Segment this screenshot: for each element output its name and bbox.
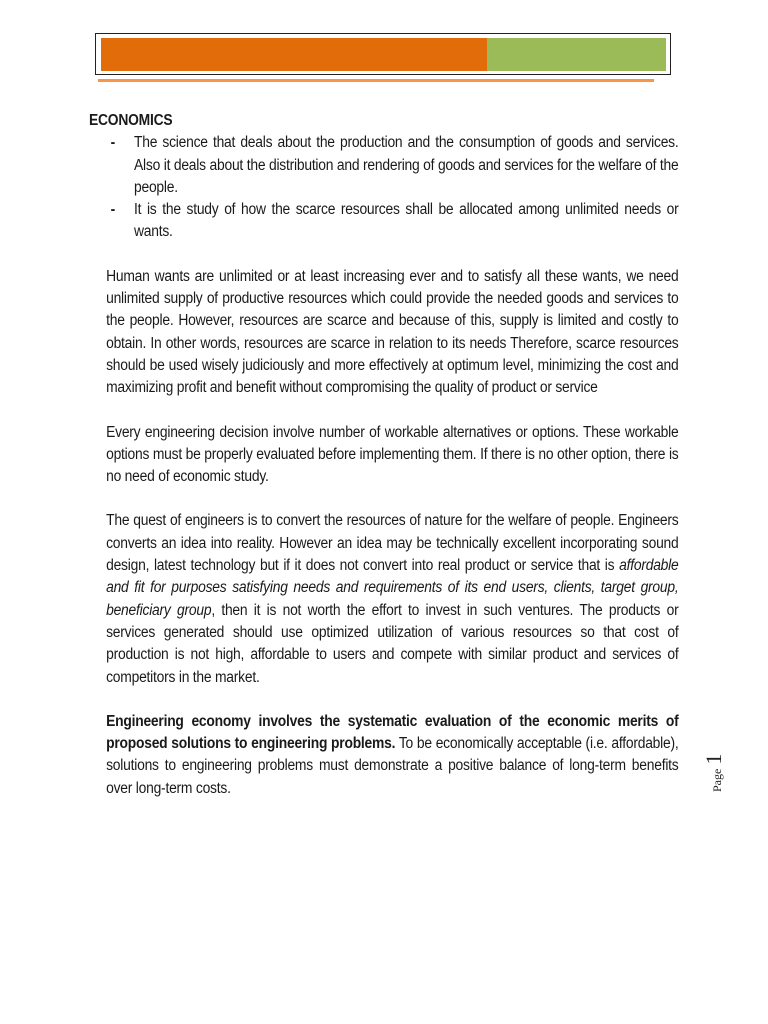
list-item	[89, 199, 679, 244]
header-orange-bar	[101, 38, 487, 71]
paragraph-text: To be economically acceptable (i.e. affordable), solutions to engineering problems must demonstrate a positive balance of long-term benefits over long-term costs.	[106, 735, 679, 797]
paragraph-text: The quest of engineers is to convert the resources of nature for the welfare of people. Engineers converts an idea into reality. However an idea may be technically excellent incorporating sound design, latest technology but if it does not convert into real product or service that is	[106, 512, 679, 575]
bullet-text: The science that deals about the production and the consumption of goods and services. Also it deals about the distribution and rendering of goods and services for the welfare of the people.	[134, 134, 679, 196]
paragraph-human-wants: Human wants are unlimited or at least increasing ever and to satisfy all these wants, we need unlimited supply of productive resources which could provide the needed goods and services to the people. However, resources are scarce and because of this, supply is limited and costly to obtain. In other words, resources are scarce in relation to its needs Therefore, scarce resources should be used wisely judiciously and more effectively at optimum level, minimizing the cost and maximizing profit and benefit without compromising the quality of product or service	[106, 267, 679, 397]
bold-definition: Engineering economy involves the systematic evaluation of the economic merits of proposed solutions to engineering problems.	[106, 712, 679, 753]
bullet-dash: -	[110, 201, 116, 219]
section-heading: ECONOMICS	[89, 112, 173, 129]
header-green-bar	[487, 38, 666, 71]
definition-list	[89, 132, 679, 243]
bullet-text: It is the study of how the scarce resources shall be allocated among unlimited needs or wants.	[134, 201, 679, 241]
page-word: Page	[710, 768, 724, 792]
paragraph-engineering-decision: Every engineering decision involve number of workable alternatives or options. These workable options must be properly evaluated before implementing them. If there is no other option, there is no need of economic study.	[106, 423, 679, 486]
list-item	[89, 132, 679, 199]
paragraph-text: , then it is not worth the effort to invest in such ventures. The products or services generated should use optimized utilization of various resources so that cost of production is not high, affordable to users and compete with similar product and services of competitors in the market.	[106, 601, 679, 686]
paragraph-engineering-economy	[89, 711, 679, 800]
page-number-label	[701, 732, 731, 792]
header-underline	[98, 79, 654, 82]
paragraph-quest-of-engineers	[89, 510, 679, 688]
document-body	[89, 110, 679, 800]
bullet-dash: -	[110, 134, 116, 152]
emphasis-text: affordable and fit for purposes satisfying needs and requirements of its end users, clients, target group, beneficiary group	[106, 557, 679, 619]
header-banner	[95, 33, 671, 75]
page-number: 1	[701, 753, 726, 765]
